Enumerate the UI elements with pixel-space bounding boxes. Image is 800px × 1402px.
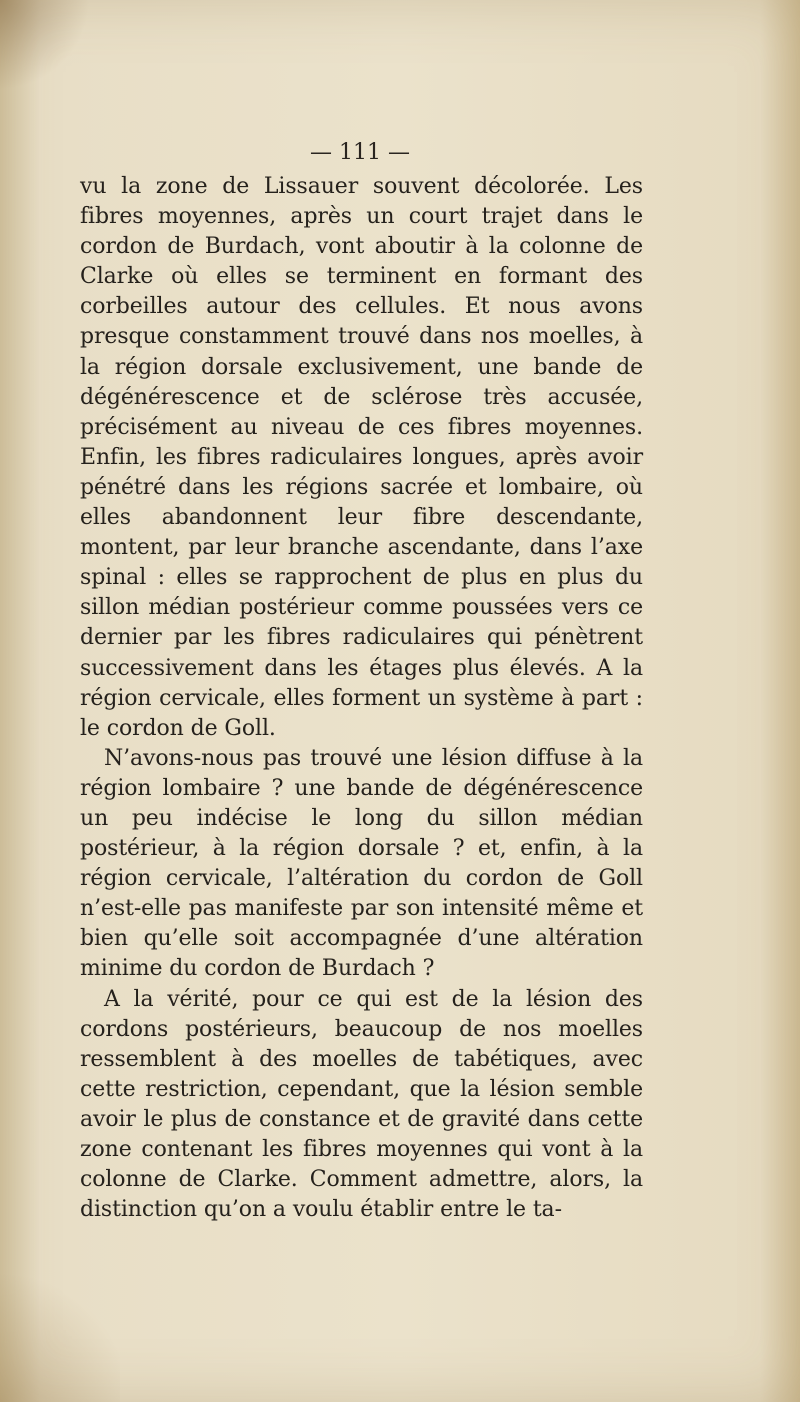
paragraph-1: vu la zone de Lissauer souvent décolorée. Les fibres moyennes, après un court trajet dans le cordon de Burdach, vont aboutir à la colonne de Clarke où elles se terminent en formant des corbeilles autour des cellules. Et nous avons presque constamment trouvé dans nos moelles, à la région dorsale exclusivement, une bande de dégénérescence et de sclérose très accusée, précisément au niveau de ces fibres moyennes. Enfin, les fibres radiculaires longues, après avoir pénétré dans les régions sacrée et lombaire, où elles abandonnent leur fibre descendante, montent, par leur branche ascendante, dans l’axe spinal : elles se rapprochent de plus en plus du sillon médian postérieur comme poussées vers ce dernier par les fibres radiculaires qui pénètrent successivement dans les étages plus élevés. A la région cervicale, elles forment un système à part : le cordon de Goll. [80, 174, 643, 741]
paper-stain [0, 0, 90, 90]
paragraph-3: A la vérité, pour ce qui est de la lésion des cordons postérieurs, beaucoup de nos moelles ressemblent à des moelles de tabétiques, avec cette restriction, cependant, que la lésion semble avoir le plus de constance et de gravité dans cette zone contenant les fibres moyennes qui vont à la colonne de Clarke. Comment admettre, alors, la distinction qu’on a voulu établir entre le ta- [80, 986, 643, 1223]
paragraph-2: N’avons-nous pas trouvé une lésion diffuse à la région lombaire ? une bande de dégénérescence un peu indécise le long du sillon médian postérieur, à la région dorsale ? et, enfin, à la région cervicale, l’altération du cordon de Goll n’est-elle pas manifeste par son intensité même et bien qu’elle soit accompagnée d’une altération minime du cordon de Burdach ? [80, 745, 643, 982]
body-text [80, 172, 643, 1225]
page-number: — 111 — [310, 140, 410, 165]
paper-stain [0, 1262, 120, 1402]
